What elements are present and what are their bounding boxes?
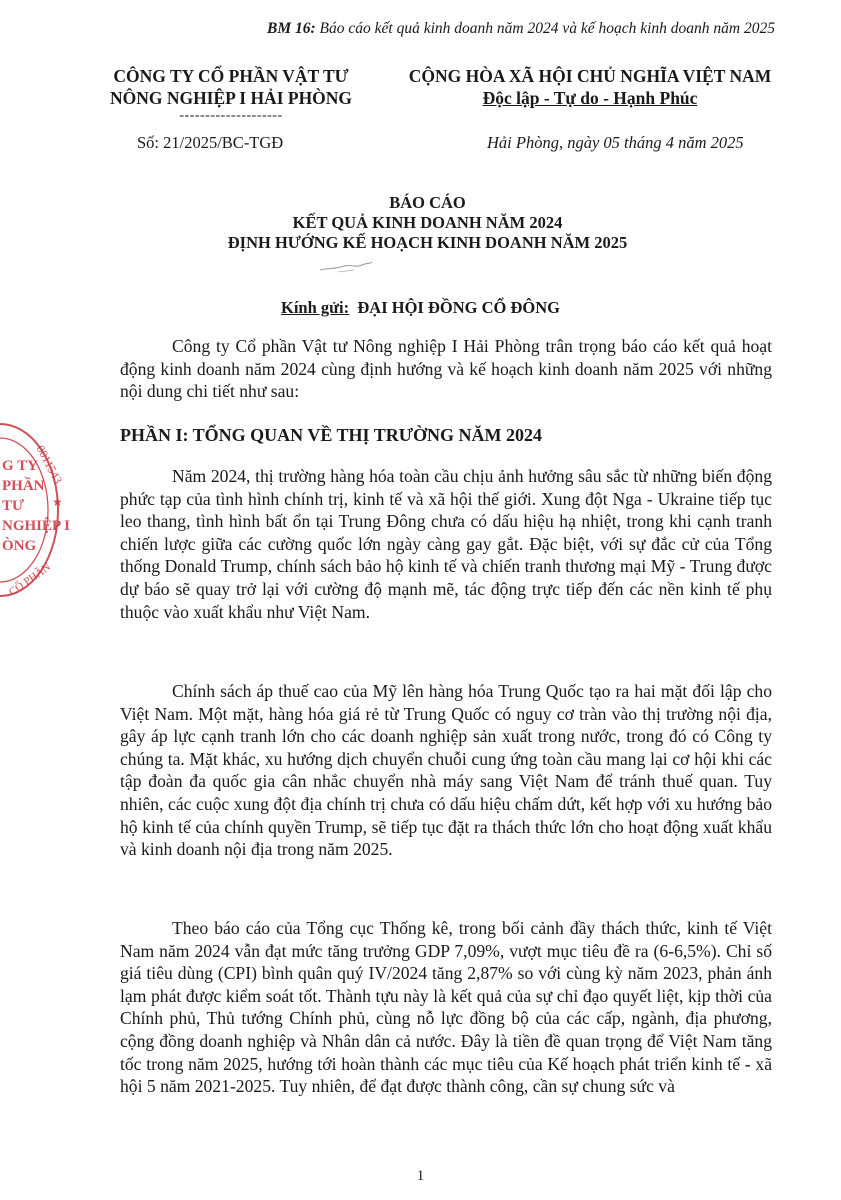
form-code-label: BM 16: [267, 20, 316, 37]
seal-line: G TY [2, 458, 38, 474]
seal-line: ÒNG [2, 538, 37, 554]
national-motto: Độc lập - Tự do - Hạnh Phúc [482, 88, 698, 108]
svg-text:0011543: 0011543 [33, 442, 66, 487]
seal-line: PHẦN [2, 478, 45, 494]
recipient-name: ĐẠI HỘI ĐỒNG CỔ ĐÔNG [357, 298, 560, 317]
company-header [96, 65, 366, 123]
svg-text:CỔ PHẦN: CỔ PHẦN [6, 561, 54, 599]
company-divider: -------------------- [179, 108, 283, 123]
place-date: Hải Phòng, ngày 05 tháng 4 năm 2025 [487, 133, 744, 152]
section-heading: PHẦN I: TỔNG QUAN VỀ THỊ TRƯỜNG NĂM 2024 [120, 425, 543, 445]
svg-text:★: ★ [52, 495, 63, 509]
report-title [150, 193, 705, 253]
section1-paragraph-1-block [120, 465, 772, 623]
national-header [395, 65, 785, 109]
page-number: 1 [416, 1168, 425, 1184]
section1-paragraph-2: Chính sách áp thuế cao của Mỹ lên hàng hóa Trung Quốc tạo ra hai mặt đối lập cho Việt Nam. Một mặt, hàng hóa giá rẻ từ Trung Quốc có nguy cơ tràn vào thị trường nội địa, gây áp lực cạnh tranh lớn cho các doanh nghiệp sản xuất trong nước, trong đó có Công ty chúng ta. Mặt khác, xu hướng dịch chuyển chuỗi cung ứng toàn cầu mang lại cơ hội khi các tập đoàn đa quốc gia cân nhắc chuyển nhà máy sang Việt Nam để tránh thuế quan. Tuy nhiên, các cuộc xung đột địa chính trị chưa có dấu hiệu chấm dứt, kết hợp với xu hướng bảo hộ kinh tế của chính quyền Trump, sẽ tiếp tục đặt ra thách thức lớn cho hoạt động xuất khẩu và kinh doanh nội địa trong năm 2025. [120, 681, 772, 860]
recipient-line [0, 298, 841, 318]
section1-paragraph-3: Theo báo cáo của Tổng cục Thống kê, trong bối cảnh đầy thách thức, kinh tế Việt Nam năm 2024 vẫn đạt mức tăng trưởng GDP 7,09%, vượt mục tiêu đề ra (6-6,5%). Chỉ số giá tiêu dùng (CPI) bình quân quý IV/2024 tăng 2,87% so với cùng kỳ năm 2023, phản ánh lạm phát được kiểm soát tốt. Thành tựu này là kết quả của sự chỉ đạo quyết liệt, kịp thời của Chính phủ, Thủ tướng Chính phủ, cùng nỗ lực đồng bộ của các cấp, ngành, địa phương, cộng đồng doanh nghiệp và Nhân dân cả nước. Đây là tiền đề quan trọng để Việt Nam tăng tốc trong năm 2025, hướng tới hoàn thành các mục tiêu của Kế hoạch phát triển kinh tế - xã hội 5 năm 2021-2025. Tuy nhiên, để đạt được thành công, cần sự chung sức và [120, 918, 772, 1097]
section1-paragraph-2-block [120, 680, 772, 861]
company-name-line2: NÔNG NGHIỆP I HẢI PHÒNG [109, 88, 353, 108]
national-title: CỘNG HÒA XÃ HỘI CHỦ NGHĨA VIỆT NAM [408, 66, 772, 86]
section1-paragraph-3-block [120, 917, 772, 1098]
report-title-line3: ĐỊNH HƯỚNG KẾ HOẠCH KINH DOANH NĂM 2025 [227, 233, 628, 252]
section1-paragraph-1: Năm 2024, thị trường hàng hóa toàn cầu chịu ảnh hưởng sâu sắc từ những biến động phức tạp của tình hình chính trị, kinh tế và xã hội thế giới. Xung đột Nga - Ukraine tiếp tục leo thang, tình hình bất ổn tại Trung Đông chưa có dấu hiệu hạ nhiệt, trong khi cạnh tranh chiến lược giữa các cường quốc lớn ngày càng gay gắt. Đặc biệt, với sự đắc cử của Tổng thống Donald Trump, chính sách bảo hộ kinh tế và chiến tranh thương mại Mỹ - Trung được dự báo sẽ quay trở lại với cường độ mạnh mẽ, tác động trực tiếp đến các nền kinh tế phụ thuộc vào xuất khẩu như Việt Nam. [120, 466, 772, 622]
intro-block [120, 335, 772, 403]
company-seal [0, 418, 70, 603]
intro-paragraph: Công ty Cổ phần Vật tư Nông nghiệp I Hải Phòng trân trọng báo cáo kết quả hoạt động kinh doanh năm 2024 cùng định hướng và kế hoạch kinh doanh năm 2025 với những nội dung chi tiết như sau: [120, 336, 772, 402]
form-code-line [267, 20, 775, 38]
document-number: Số: 21/2025/BC-TGĐ [137, 133, 284, 152]
seal-line: TƯ [2, 498, 24, 514]
pen-mark [318, 260, 374, 274]
form-code-text: Báo cáo kết quả kinh doanh năm 2024 và kế hoạch kinh doanh năm 2025 [315, 20, 775, 37]
report-title-line2: KẾT QUẢ KINH DOANH NĂM 2024 [292, 213, 563, 232]
company-name-line1: CÔNG TY CỔ PHẦN VẬT TƯ [113, 66, 349, 86]
seal-line: NGHIỆP I [2, 518, 70, 534]
report-title-line1: BÁO CÁO [389, 193, 466, 212]
recipient-label: Kính gửi: [281, 298, 350, 317]
